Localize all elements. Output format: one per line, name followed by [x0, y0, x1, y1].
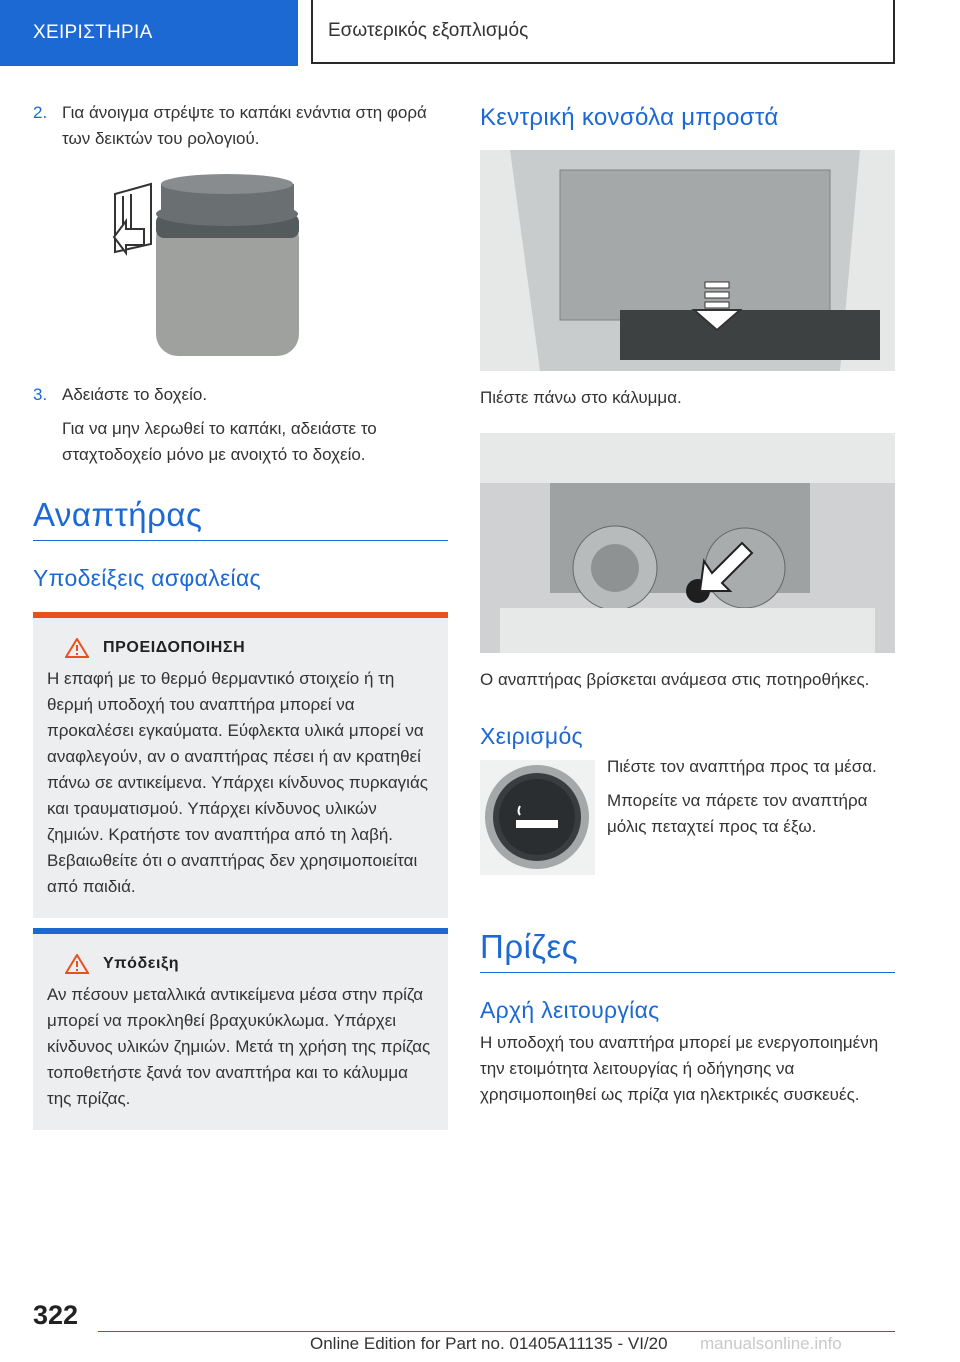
edition-text: Online Edition for Part no. 01405A11135 - VI/20 — [310, 1334, 668, 1353]
ashtray-container-illustration — [33, 174, 448, 382]
operation-text — [607, 754, 895, 840]
note-box — [33, 928, 448, 1130]
operation-text-1: Πιέστε τον αναπτήρα προς τα μέσα. — [607, 757, 877, 776]
step-note: Για να μην λερωθεί το καπάκι, αδειάστε το σταχτοδοχείο μόνο με ανοιχτό το δοχείο. — [62, 419, 377, 464]
rotate-arrow-icon — [114, 184, 151, 253]
warning-header — [47, 638, 434, 658]
caption-cover: Πιέστε πάνω στο κάλυμμα. — [480, 388, 682, 407]
chapter-title: Εσωτερικός εξοπλισμός — [311, 0, 895, 64]
ashtray-container-icon — [156, 174, 299, 356]
note-title: Υπόδειξη — [103, 955, 180, 972]
warning-text: Η επαφή με το θερμό θερμαντικό στοιχείο ή τη θερμή υποδοχή του αναπτήρα μπορεί να προκαλέσει εγκαύματα. Εύφλεκτα υλικά μπορεί να αναφλεγούν, αν ο αναπτήρας πέσει ή αν κρατηθεί πάνω σε αντικείμενα. Υπάρχει κίνδυνος πυρκαγιάς και τραυματισμού. Υπάρχει κίνδυνος υλικών ζημιών. Κρατήστε τον αναπτήρα από τη λαβή. Βεβαιωθείτε ότι ο αναπτήρας δεν χρησιμοποιείται από παιδιά. — [47, 669, 428, 896]
console-cover-image — [480, 150, 895, 371]
note-text: Αν πέσουν μεταλλικά αντικείμενα μέσα στην πρίζα μπορεί να προκληθεί βραχυκύκλωμα. Υπάρχει κίνδυνος υλικών ζημιών. Μετά τη χρήση της πρίζας τοποθετήστε ξανά τον αναπτήρα και το κάλυμμα της πρίζας. — [47, 985, 431, 1108]
page-header — [0, 0, 960, 68]
operation-text-2: Μπορείτε να πάρετε τον αναπτήρα μόλις πεταχτεί προς τα έξω. — [607, 791, 868, 836]
heading-console: Κεντρική κονσόλα μπροστά — [480, 104, 779, 131]
heading-sockets: Πρίζες — [480, 928, 895, 973]
step-3 — [33, 382, 448, 468]
heading-operation: Χειρισμός — [480, 723, 583, 749]
page-number: 322 — [33, 1300, 79, 1330]
lighter-button-photo — [480, 760, 595, 875]
step-number: 2. — [33, 103, 48, 122]
heading-safety: Υποδείξεις ασφαλείας — [33, 565, 261, 591]
cupholder-photo — [480, 433, 895, 653]
step-text: Αδειάστε το δοχείο. — [62, 385, 208, 404]
warning-triangle-icon — [65, 638, 89, 658]
cupholder-image — [480, 433, 895, 653]
ashtray-container-image — [33, 174, 448, 364]
heading-principle: Αρχή λειτουργίας — [480, 997, 660, 1023]
console-cover-photo — [480, 150, 895, 371]
note-triangle-icon — [65, 954, 89, 974]
heading-lighter: Αναπτήρας — [33, 496, 448, 541]
warning-box — [33, 612, 448, 918]
warning-title: ΠΡΟΕΙΔΟΠΟΙΗΣΗ — [103, 639, 246, 656]
principle-text: Η υποδοχή του αναπτήρα μπορεί με ενεργοποιημένη την ετοιμότητα λειτουργίας ή οδήγησης να χρησιμοποιηθεί ως πρίζα για ηλεκτρικές συσκευές. — [480, 1033, 879, 1104]
note-header — [47, 954, 434, 974]
caption-cupholder: Ο αναπτήρας βρίσκεται ανάμεσα στις ποτηροθήκες. — [480, 670, 870, 689]
section-tab: ΧΕΙΡΙΣΤΗΡΙΑ — [0, 0, 298, 66]
step-text: Για άνοιγμα στρέψτε το καπάκι ενάντια στη φορά των δεικτών του ρολογιού. — [62, 103, 427, 148]
lighter-button-image — [480, 760, 595, 875]
watermark: manualsonline.info — [700, 1334, 842, 1353]
step-number: 3. — [33, 385, 48, 404]
operation-section — [480, 757, 895, 910]
footer-divider — [98, 1331, 895, 1332]
step-2 — [33, 100, 448, 152]
left-column — [33, 100, 448, 1130]
right-column — [480, 100, 895, 1108]
